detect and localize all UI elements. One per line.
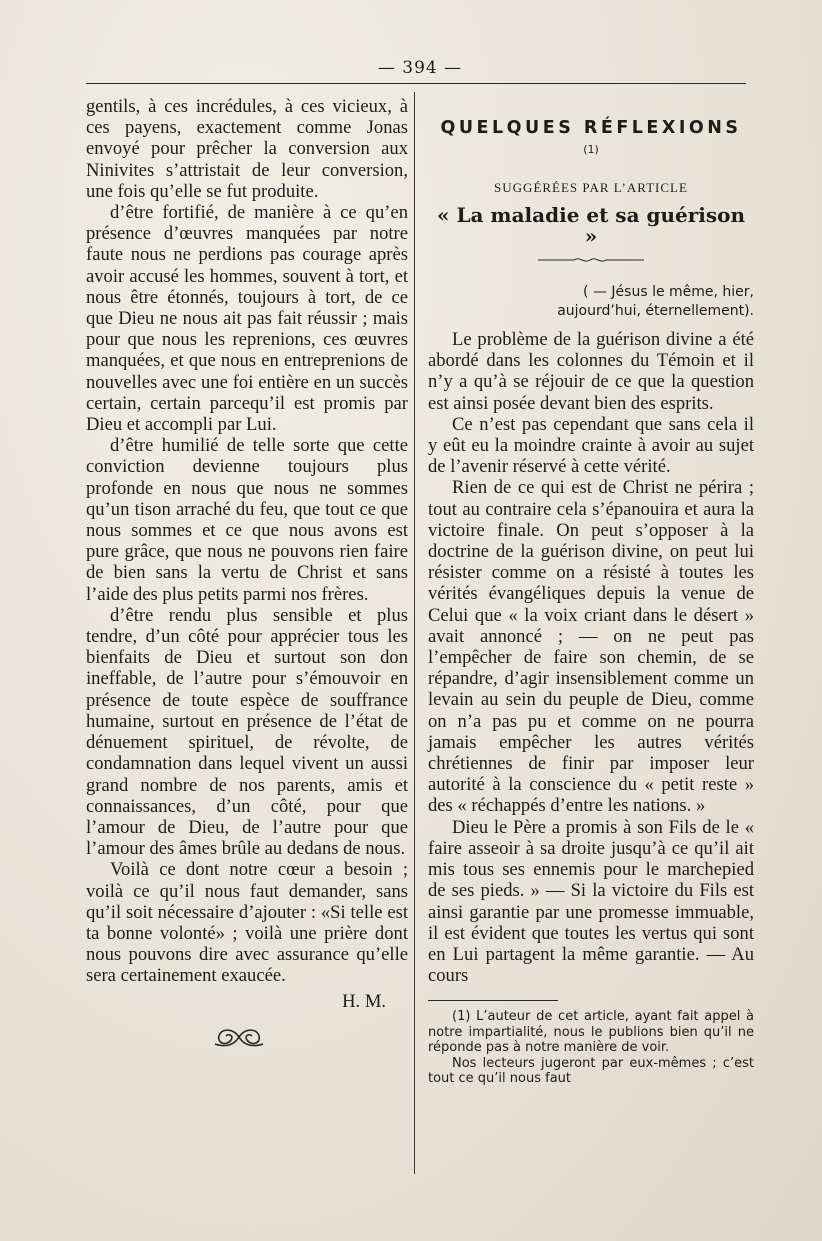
ornament-icon bbox=[209, 1024, 269, 1050]
article-title bbox=[428, 118, 754, 165]
article-headline: « La maladie et sa guérison » bbox=[436, 202, 746, 248]
footnote: (1) L’auteur de cet article, ayant fait appel à notre impartialité, nous le publions bien qu’il ne réponde pas à notre manière de voir. bbox=[428, 1009, 754, 1056]
paragraph: d’être rendu plus sensible et plus tendre, d’un côté pour apprécier tous les bienfaits de Dieu et surtout son don ineffable, de l’autre pour s’émouvoir en présence de toute espèce de souffrance humaine, surtout en présence de l’état de dénuement spirituel, de révolte, de condamnation dans lequel vivent un aussi grand nombre de nos parents, amis et connaissances, d’un côté, pour que l’amour de Dieu, de l’autre pour que l’amour des âmes brûle au dedans de nous. bbox=[86, 604, 408, 860]
paragraph: Le problème de la guérison divine a été abordé dans les colonnes du Témoin et il n’y a qu’à se réjouir de ce que la question est ainsi posée devant bien des esprits. bbox=[428, 329, 754, 414]
signature: H. M. bbox=[342, 990, 386, 1012]
footnote-rule bbox=[428, 1000, 558, 1001]
article-title-text: QUELQUES RÉFLEXIONS bbox=[440, 118, 742, 138]
column-divider bbox=[414, 92, 415, 1174]
header-rule bbox=[86, 83, 746, 84]
paragraph: Voilà ce dont notre cœur a besoin ; voilà ce qu’il nous faut demander, sans qu’il soit nécessaire d’ajouter : «Si telle est ta bonne volonté» ; voilà une prière dont nous pouvons dire avec assurance qu’elle sera certainement exaucée. bbox=[86, 859, 408, 987]
epigraph: ( — Jésus le même, hier, aujourd’hui, éternellement). bbox=[557, 284, 754, 320]
left-column bbox=[86, 96, 408, 1050]
paragraph: d’être humilié de telle sorte que cette conviction devienne toujours plus profonde en nous que nous ne sommes qu’un tison arraché du feu, que tout ce que nous sommes et ce que nous avons est pure grâce, que nous ne pouvons rien faire de bien sans la vertu de Christ et sans l’aide des plus petits parmi nos frères. bbox=[86, 435, 408, 605]
paragraph: d’être fortifié, de manière à ce qu’en présence d’œuvres manquées par notre faute nous ne perdions pas courage après avoir accusé les hommes, souvent à tort, et nous être étonnés, toujours à tort, de ce que Dieu ne nous ait pas fait réussir ; mais pour que nous les reprenions, ces œuvres manquées, et que nous en entreprenions de nouvelles avec une foi entière en un succès certain, certain parcequ’il est promis par Dieu et accompli par Lui. bbox=[86, 202, 408, 436]
footnote: Nos lecteurs jugeront par eux-mêmes ; c’est tout ce qu’il nous faut bbox=[428, 1055, 754, 1087]
article-subtitle: SUGGÉRÉES PAR L’ARTICLE bbox=[494, 180, 688, 196]
page-number: — 394 — bbox=[377, 58, 463, 78]
footnotes bbox=[428, 1009, 754, 1087]
paragraph: Rien de ce qui est de Christ ne périra ; tout au contraire cela s’épanouira et aura la victoire finale. On peut s’opposer à la doctrine de la guérison divine, on peut lui résister comme on a résisté à toutes les vérités évangéliques depuis la venue de Celui que « la voix criant dans le désert » avait annoncé ; — on ne peut pas l’empêcher de faire son chemin, de se répandre, d’agir insensiblement comme un levain au sein du peuple de Dieu, comme on n’a pas pu et comme on ne pourra jamais empêcher les autres vérités chrétiennes de finir par imposer leur autorité à la conscience du « petit reste » des « réchappés d’entre les nations. » bbox=[428, 477, 754, 817]
footnote-marker: (1) bbox=[583, 143, 599, 157]
paragraph: gentils, à ces incrédules, à ces vicieux, à ces payens, exactement comme Jonas envoyé pour prêcher la conversion aux Ninivites s’attristait de leur conversion, une fois qu’elle se fut produite. bbox=[86, 96, 408, 202]
right-column bbox=[428, 96, 754, 1087]
paragraph: Dieu le Père a promis à son Fils de le « faire asseoir à sa droite jusqu’à ce qu’il ait mis tous ses ennemis pour le marchepied de ses pieds. » — Si la victoire du Fils est ainsi garantie par une promesse immuable, il est évident que toutes les vertus qui sont en Lui partagent la même garantie. — Au cours bbox=[428, 816, 754, 987]
paragraph: Ce n’est pas cependant que sans cela il y eût eu la moindre crainte à avoir au sujet de l’avenir réservé à cette vérité. bbox=[428, 413, 754, 478]
divider-squiggle-icon bbox=[536, 255, 646, 265]
